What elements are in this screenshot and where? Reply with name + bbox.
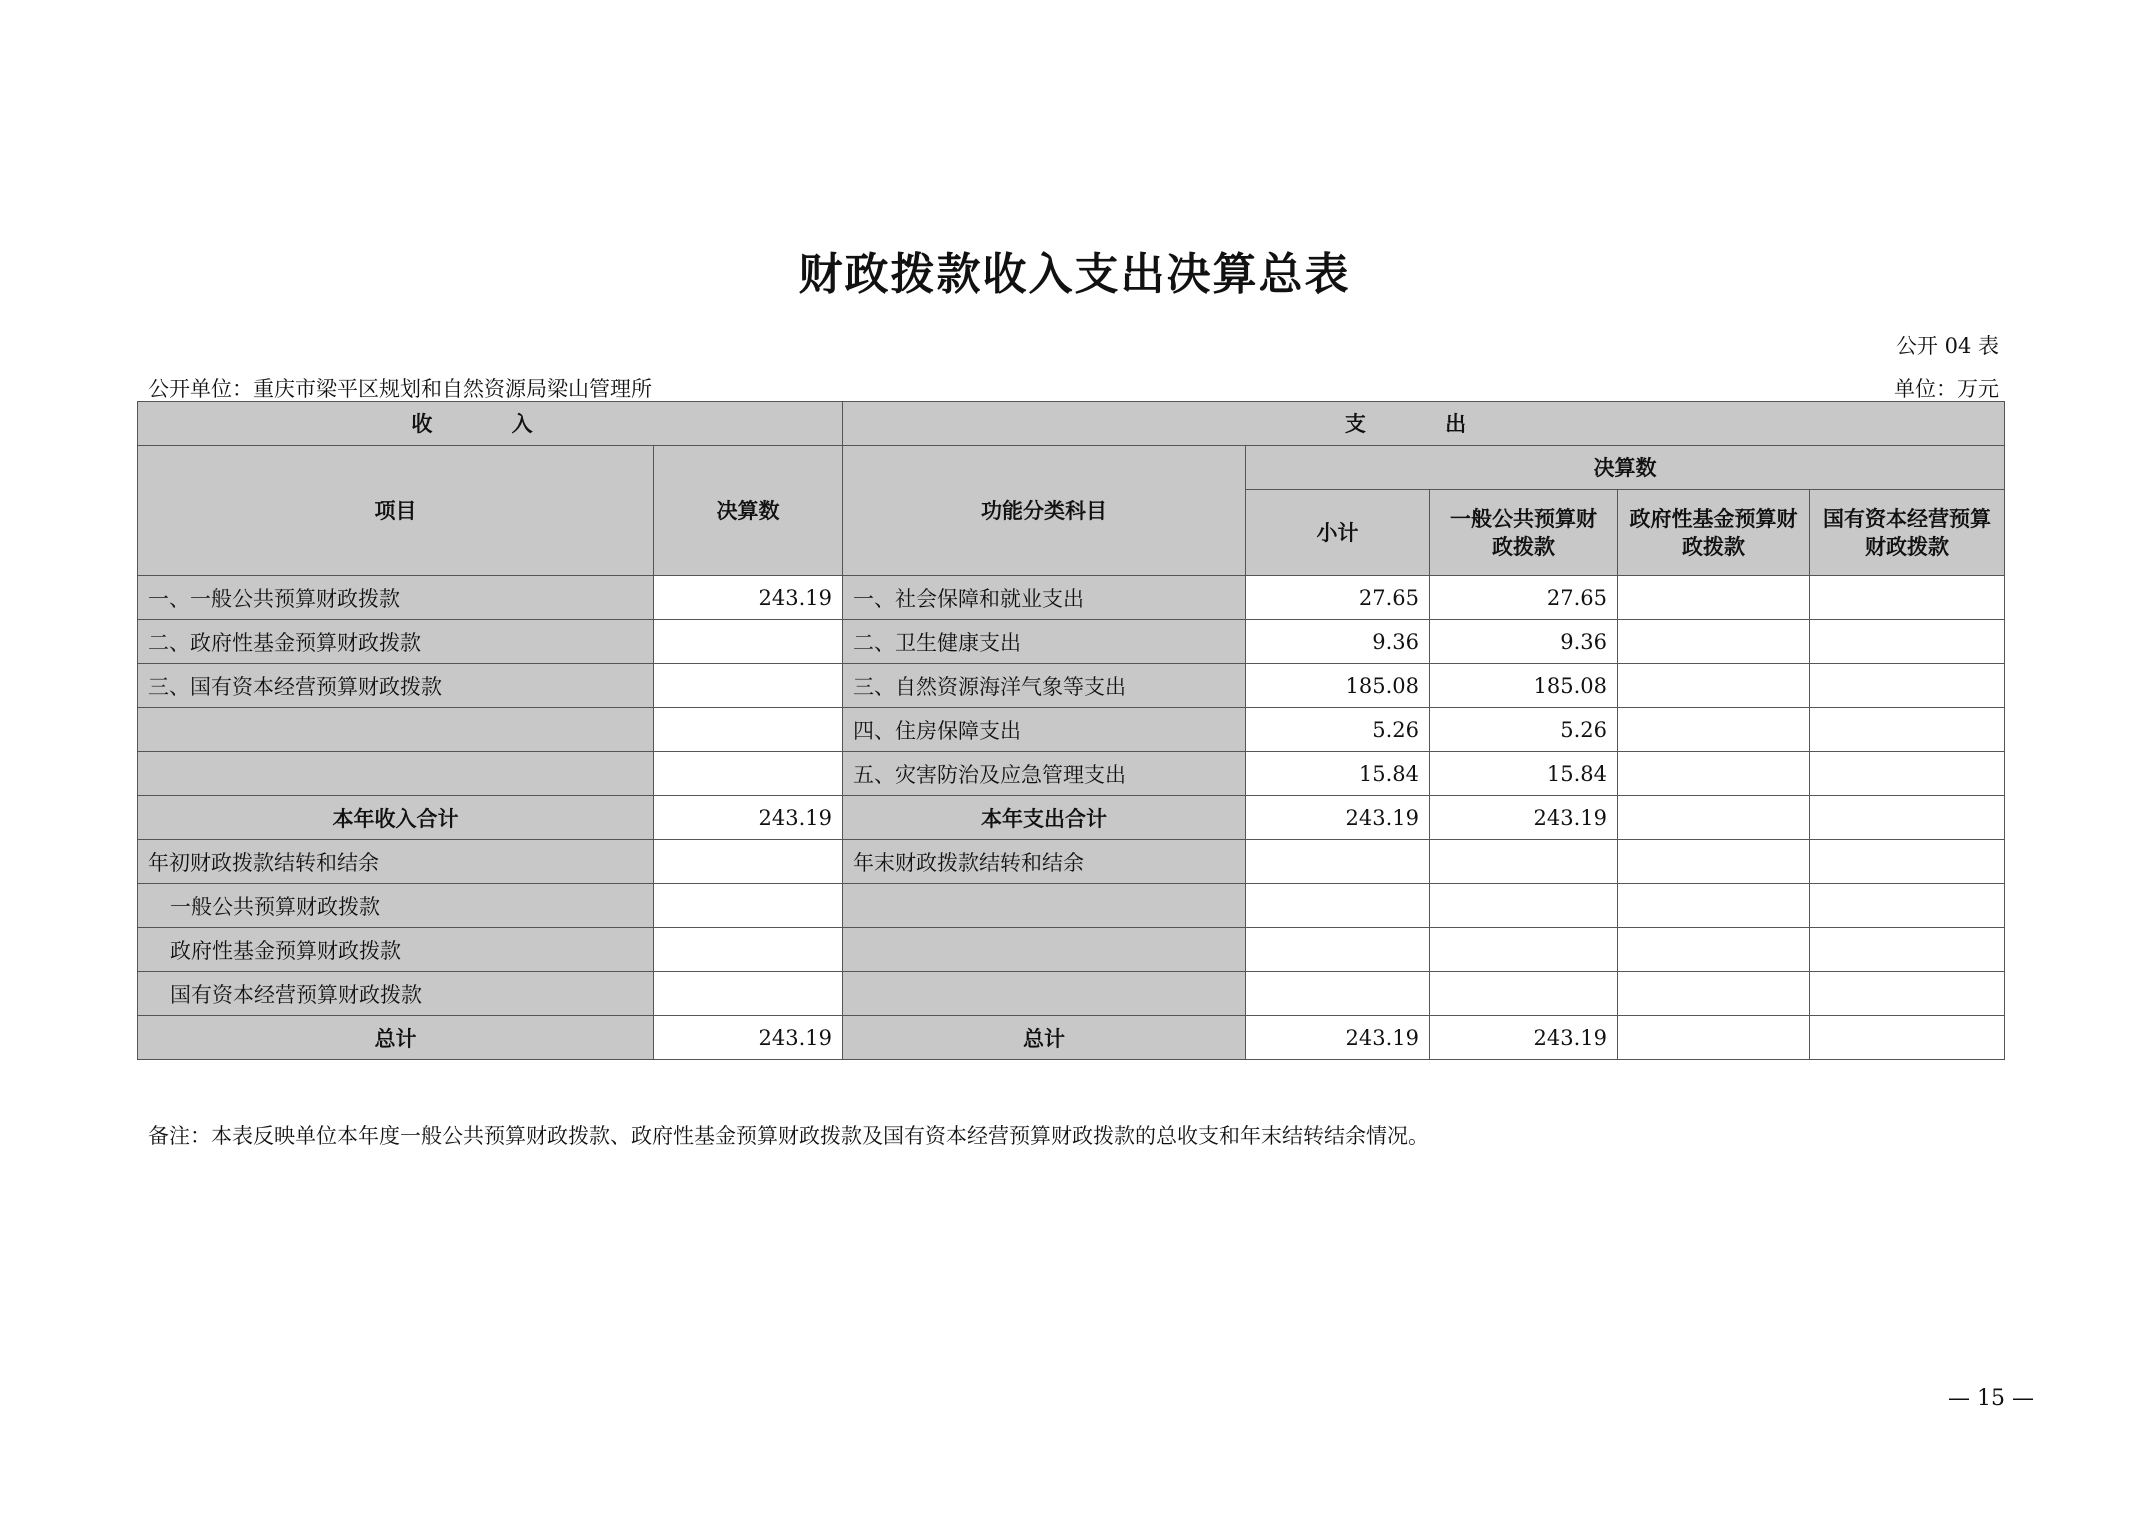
state-capital-cell (1810, 620, 2005, 664)
state-capital-cell (1810, 796, 2005, 840)
income-item-cell: 国有资本经营预算财政拨款 (138, 972, 654, 1016)
subtotal-cell: 185.08 (1246, 664, 1430, 708)
fund-budget-cell (1618, 576, 1810, 620)
table-row (138, 664, 2005, 708)
income-header: 收 入 (138, 402, 843, 446)
income-item-cell: 三、国有资本经营预算财政拨款 (138, 664, 654, 708)
subtotal-cell: 27.65 (1246, 576, 1430, 620)
fund-budget-cell (1618, 752, 1810, 796)
subtotal-cell: 243.19 (1246, 1016, 1430, 1060)
expense-item-cell: 年末财政拨款结转和结余 (843, 840, 1246, 884)
state-capital-cell (1810, 576, 2005, 620)
fund-budget-cell (1618, 884, 1810, 928)
state-capital-cell (1810, 972, 2005, 1016)
page-number: — 15 — (1948, 1386, 2034, 1411)
subtotal-cell (1246, 972, 1430, 1016)
fund-budget-cell (1618, 664, 1810, 708)
income-amount-cell (654, 620, 843, 664)
budget-table (137, 401, 2005, 1060)
header-row-2 (138, 446, 2005, 490)
state-capital-cell (1810, 928, 2005, 972)
expense-item-cell: 二、卫生健康支出 (843, 620, 1246, 664)
fund-budget-cell (1618, 928, 1810, 972)
income-amount-cell (654, 928, 843, 972)
amount-header: 决算数 (654, 446, 843, 576)
income-item-cell: 政府性基金预算财政拨款 (138, 928, 654, 972)
state-capital-cell (1810, 884, 2005, 928)
fund-budget-cell (1618, 972, 1810, 1016)
expense-item-cell: 三、自然资源海洋气象等支出 (843, 664, 1246, 708)
table-row (138, 576, 2005, 620)
currency-unit: 单位：万元 (1894, 377, 1999, 401)
item-header: 项目 (138, 446, 654, 576)
expense-item-cell (843, 928, 1246, 972)
state-capital-cell (1810, 752, 2005, 796)
income-amount-cell (654, 752, 843, 796)
subtotal-cell: 9.36 (1246, 620, 1430, 664)
footnote: 备注：本表反映单位本年度一般公共预算财政拨款、政府性基金预算财政拨款及国有资本经营预算财政拨款的总收支和年末结转结余情况。 (148, 1124, 1429, 1148)
table-row (138, 620, 2005, 664)
expense-item-cell: 一、社会保障和就业支出 (843, 576, 1246, 620)
general-budget-cell: 243.19 (1430, 1016, 1618, 1060)
fund-budget-cell (1618, 840, 1810, 884)
general-budget-cell (1430, 972, 1618, 1016)
income-amount-cell: 243.19 (654, 576, 843, 620)
table-row (138, 752, 2005, 796)
income-amount-cell: 243.19 (654, 1016, 843, 1060)
expense-item-cell: 本年支出合计 (843, 796, 1246, 840)
final-amount-header: 决算数 (1246, 446, 2005, 490)
subtotal-cell (1246, 928, 1430, 972)
expense-item-cell: 总计 (843, 1016, 1246, 1060)
expense-item-cell: 五、灾害防治及应急管理支出 (843, 752, 1246, 796)
table-row (138, 708, 2005, 752)
income-item-cell: 本年收入合计 (138, 796, 654, 840)
income-item-cell: 二、政府性基金预算财政拨款 (138, 620, 654, 664)
table-row (138, 928, 2005, 972)
income-item-cell: 一、一般公共预算财政拨款 (138, 576, 654, 620)
fund-budget-cell (1618, 1016, 1810, 1060)
function-category-header: 功能分类科目 (843, 446, 1246, 576)
general-budget-cell: 5.26 (1430, 708, 1618, 752)
income-amount-cell (654, 972, 843, 1016)
reporting-unit: 公开单位：重庆市梁平区规划和自然资源局梁山管理所 (148, 377, 652, 401)
general-budget-header: 一般公共预算财政拨款 (1430, 490, 1618, 576)
income-amount-cell: 243.19 (654, 796, 843, 840)
income-item-cell: 一般公共预算财政拨款 (138, 884, 654, 928)
income-amount-cell (654, 708, 843, 752)
subtotal-cell (1246, 840, 1430, 884)
table-row (138, 884, 2005, 928)
state-capital-cell (1810, 708, 2005, 752)
general-budget-cell: 185.08 (1430, 664, 1618, 708)
general-budget-cell (1430, 840, 1618, 884)
fund-budget-cell (1618, 708, 1810, 752)
page-title: 财政拨款收入支出决算总表 (798, 249, 1351, 300)
subtotal-cell (1246, 884, 1430, 928)
state-capital-cell (1810, 1016, 2005, 1060)
income-item-cell (138, 752, 654, 796)
general-budget-cell: 9.36 (1430, 620, 1618, 664)
fund-budget-cell (1618, 796, 1810, 840)
fund-budget-cell (1618, 620, 1810, 664)
income-item-cell: 总计 (138, 1016, 654, 1060)
expense-item-cell (843, 884, 1246, 928)
state-capital-header: 国有资本经营预算财政拨款 (1810, 490, 2005, 576)
table-row (138, 1016, 2005, 1060)
state-capital-cell (1810, 840, 2005, 884)
subtotal-cell: 243.19 (1246, 796, 1430, 840)
fund-budget-header: 政府性基金预算财政拨款 (1618, 490, 1810, 576)
subtotal-cell: 5.26 (1246, 708, 1430, 752)
general-budget-cell (1430, 884, 1618, 928)
subtotal-cell: 15.84 (1246, 752, 1430, 796)
table-row (138, 840, 2005, 884)
general-budget-cell: 27.65 (1430, 576, 1618, 620)
expense-item-cell: 四、住房保障支出 (843, 708, 1246, 752)
income-amount-cell (654, 884, 843, 928)
income-amount-cell (654, 664, 843, 708)
income-item-cell (138, 708, 654, 752)
expense-item-cell (843, 972, 1246, 1016)
header-row-1 (138, 402, 2005, 446)
general-budget-cell (1430, 928, 1618, 972)
general-budget-cell: 243.19 (1430, 796, 1618, 840)
subtotal-header: 小计 (1246, 490, 1430, 576)
table-row (138, 972, 2005, 1016)
table-row (138, 796, 2005, 840)
state-capital-cell (1810, 664, 2005, 708)
form-number: 公开 04 表 (1895, 334, 1999, 358)
expense-header: 支 出 (843, 402, 2005, 446)
income-amount-cell (654, 840, 843, 884)
income-item-cell: 年初财政拨款结转和结余 (138, 840, 654, 884)
general-budget-cell: 15.84 (1430, 752, 1618, 796)
